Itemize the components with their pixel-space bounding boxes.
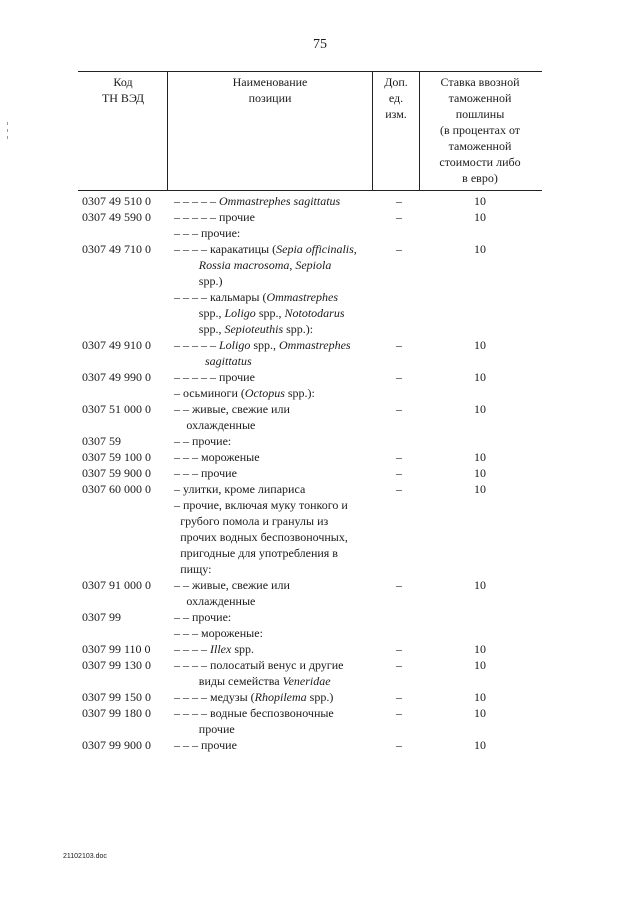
position-name-line: – – прочие: [174,610,232,624]
position-name [174,369,372,385]
position-name [174,193,372,209]
tariff-code: 0307 91 000 0 [82,578,151,592]
margin-mark [7,122,8,125]
unit-value: – [396,450,402,464]
position-name-line: – – – – медузы (Rhopilema spp.) [174,690,334,704]
position-name-line: – осьминоги (Octopus spp.): [174,386,315,400]
duty-rate: 10 [474,402,486,416]
position-name-line: пищу: [180,562,212,576]
position-name-line: – – прочие: [174,434,232,448]
tariff-code: 0307 99 180 0 [82,706,151,720]
position-name-line: Rossia macrosoma, Sepiola [198,258,332,272]
tariff-code: 0307 99 [82,610,121,624]
position-name [174,625,372,641]
tariff-code: 0307 51 000 0 [82,402,151,416]
page-number: 75 [313,37,327,52]
footer-filename: 21102103.doc [63,853,107,860]
header-unit: Доп. ед. изм. [384,75,408,121]
position-name [174,705,372,737]
duty-rate: 10 [474,578,486,592]
tariff-code: 0307 59 900 0 [82,466,151,480]
header-top-rule [78,71,542,72]
unit-value: – [396,706,402,720]
position-name [174,689,372,705]
position-name-line: охлажденные [186,594,256,608]
position-name-line: – – – – – Loligo spp., Ommastrephes [174,338,351,352]
position-name-line: spp.) [198,274,223,288]
position-name [174,657,372,689]
duty-rate: 10 [474,658,486,672]
position-name [174,449,372,465]
margin-mark [7,136,8,139]
position-name [174,609,372,625]
position-name-line: прочие [198,722,235,736]
position-name [174,209,372,225]
position-name [174,465,372,481]
tariff-code: 0307 99 150 0 [82,690,151,704]
duty-rate: 10 [474,338,486,352]
position-name-line: – – – мороженые: [174,626,263,640]
position-name-line: пригодные для употребления в [180,546,338,560]
unit-value: – [396,578,402,592]
position-name-line: прочих водных беспозвоночных, [180,530,348,544]
position-name-line: – – – – – прочие [174,210,255,224]
duty-rate: 10 [474,242,486,256]
margin-mark [7,129,8,132]
unit-value: – [396,194,402,208]
position-name-line: – – – – кальмары (Ommastrephes [174,290,338,304]
position-name-line: – – – прочие: [174,226,241,240]
position-name-line: – – – – полосатый венус и другие [174,658,344,672]
position-name-line: виды семейства Veneridae [198,674,331,688]
unit-value: – [396,482,402,496]
duty-rate: 10 [474,210,486,224]
position-name-line: spp., Loligo spp., Nototodarus [198,306,345,320]
position-name-line: – улитки, кроме липариса [174,482,306,496]
position-name-line: грубого помола и гранулы из [180,514,329,528]
duty-rate: 10 [474,738,486,752]
tariff-code: 0307 49 710 0 [82,242,151,256]
position-name [174,497,372,577]
position-name-line: – – живые, свежие или [174,402,290,416]
tariff-code: 0307 49 590 0 [82,210,151,224]
position-name-line: – – – прочие [174,466,237,480]
unit-value: – [396,338,402,352]
unit-value: – [396,370,402,384]
tariff-code: 0307 60 000 0 [82,482,151,496]
duty-rate: 10 [474,194,486,208]
duty-rate: 10 [474,706,486,720]
unit-value: – [396,242,402,256]
position-name-line: – – – – каракатицы (Sepia officinalis, [174,242,357,256]
unit-value: – [396,658,402,672]
duty-rate: 10 [474,482,486,496]
duty-rate: 10 [474,370,486,384]
header-name: Наименование позиции [232,75,308,105]
unit-value: – [396,402,402,416]
unit-value: – [396,210,402,224]
position-name-line: sagittatus [205,354,252,368]
position-name-line: – – – – – Ommastrephes sagittatus [174,194,341,208]
position-name [174,433,372,449]
position-name-line: – – – – водные беспозвоночные [174,706,334,720]
tariff-code: 0307 49 990 0 [82,370,151,384]
position-name [174,641,372,657]
header-rate: Ставка ввозной таможенной пошлины (в процентах от таможенной стоимости либо в евро) [439,75,521,185]
header-code: Код ТН ВЭД [101,75,145,105]
unit-value: – [396,642,402,656]
header-bottom-rule [78,190,542,191]
tariff-code: 0307 49 510 0 [82,194,151,208]
position-name-line: – – живые, свежие или [174,578,290,592]
position-name-line: – – – прочие [174,738,237,752]
unit-value: – [396,738,402,752]
tariff-code: 0307 99 110 0 [82,642,151,656]
position-name [174,241,372,289]
position-name-line: – прочие, включая муку тонкого и [174,498,348,512]
position-name-line: – – – – – прочие [174,370,255,384]
position-name [174,225,372,241]
tariff-code: 0307 99 130 0 [82,658,151,672]
unit-value: – [396,466,402,480]
tariff-code: 0307 59 100 0 [82,450,151,464]
position-name [174,401,372,433]
position-name-line: – – – – Illex spp. [174,642,254,656]
position-name [174,289,372,337]
position-name [174,737,372,753]
duty-rate: 10 [474,690,486,704]
duty-rate: 10 [474,642,486,656]
tariff-code: 0307 49 910 0 [82,338,151,352]
unit-value: – [396,690,402,704]
position-name [174,481,372,497]
tariff-code: 0307 59 [82,434,121,448]
position-name [174,385,372,401]
position-name [174,577,372,609]
duty-rate: 10 [474,466,486,480]
position-name-line: охлажденные [186,418,256,432]
duty-rate: 10 [474,450,486,464]
tariff-code: 0307 99 900 0 [82,738,151,752]
position-name [174,337,372,369]
position-name-line: – – – мороженые [174,450,260,464]
position-name-line: spp., Sepioteuthis spp.): [198,322,314,336]
